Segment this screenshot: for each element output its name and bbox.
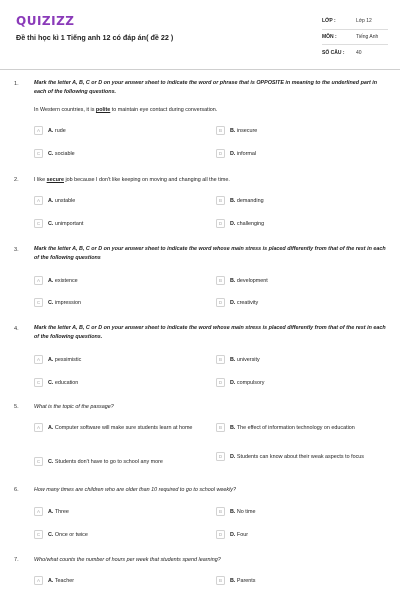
meta-key: MÔN : (322, 33, 337, 40)
option-value: compulsory (236, 379, 265, 386)
option-value: informal (236, 150, 257, 157)
option-letter-box: C (34, 149, 43, 158)
meta-value: Tiếng Anh (356, 33, 379, 40)
option-b[interactable] (216, 126, 388, 135)
option-value: pessimistic (54, 356, 82, 363)
question-number: 7. (14, 557, 19, 563)
option-a[interactable] (34, 126, 204, 135)
option-value: unimportant (54, 220, 84, 227)
question-number: 6. (14, 487, 19, 493)
option-letter-box: A (34, 423, 43, 432)
option-label: A. (48, 277, 54, 284)
question-prompt: Mark the letter A, B, C or D on your answer sheet to indicate the word whose main stress is placed differently from that of the rest in each of the following questions (34, 246, 386, 261)
option-label: D. (230, 531, 236, 538)
option-text (48, 378, 78, 387)
option-letter-box: C (34, 298, 43, 307)
option-b[interactable] (216, 423, 388, 432)
option-letter-box: B (216, 576, 225, 585)
option-text (48, 126, 66, 135)
option-letter-box: B (216, 196, 225, 205)
question-prompt: How many times are children who are older than 10 required to go to school weekly? (34, 487, 236, 493)
question-prompt (34, 177, 390, 183)
option-value: sociable (54, 150, 75, 157)
option-value: Computer software will make sure students learn at home (54, 424, 193, 431)
option-letter-box: B (216, 507, 225, 516)
question-number: 3. (14, 247, 19, 253)
option-text (48, 530, 88, 539)
option-letter-box: B (216, 126, 225, 135)
option-d[interactable] (216, 219, 388, 228)
option-d[interactable] (216, 298, 388, 307)
option-value: Teacher (54, 577, 74, 584)
option-letter-box: B (216, 355, 225, 364)
question-passage (34, 107, 390, 113)
option-a[interactable] (34, 196, 204, 205)
option-value: impression (54, 299, 81, 306)
option-label: A. (48, 197, 54, 204)
option-letter-box: D (216, 530, 225, 539)
option-label: D. (230, 299, 236, 306)
option-value: rude (54, 127, 66, 134)
option-text (48, 423, 198, 432)
question-number: 2. (14, 177, 19, 183)
option-value: Students can know about their weak aspects to focus (236, 453, 364, 460)
question-prompt: Mark the letter A, B, C or D on your answer sheet to indicate the word or phrase that is OPPOSITE in meaning to the underlined part in each of the following questions. (34, 80, 378, 95)
option-c[interactable] (34, 298, 204, 307)
option-value: challenging (236, 220, 265, 227)
option-letter-box: B (216, 276, 225, 285)
option-text (230, 423, 380, 432)
option-b[interactable] (216, 507, 388, 516)
option-letter-box: C (34, 378, 43, 387)
option-value: insecure (236, 127, 258, 134)
option-letter-box: A (34, 507, 43, 516)
option-text (230, 126, 257, 135)
meta-value: Lớp 12 (356, 18, 372, 25)
meta-row-class (322, 14, 388, 30)
option-text (230, 507, 255, 516)
option-label: B. (230, 277, 236, 284)
option-value: education (54, 379, 79, 386)
option-letter-box: B (216, 423, 225, 432)
prompt-text: I like (34, 177, 47, 183)
option-text (230, 276, 268, 285)
option-a[interactable] (34, 507, 204, 516)
question-number: 5. (14, 404, 19, 410)
option-label: A. (48, 127, 54, 134)
option-b[interactable] (216, 276, 388, 285)
option-letter-box: A (34, 196, 43, 205)
option-label: B. (230, 577, 236, 584)
prompt-text: job because I don't like keeping on moving and changing all the time. (63, 177, 230, 183)
quizizz-logo: QUIZIZZ (16, 14, 75, 28)
underlined-word: polite (95, 107, 111, 113)
option-text (48, 196, 75, 205)
option-label: D. (230, 220, 236, 227)
option-text (230, 530, 248, 539)
option-label: A. (48, 577, 54, 584)
option-d[interactable] (216, 452, 388, 461)
option-text (230, 576, 255, 585)
option-text (48, 149, 75, 158)
option-label: C. (48, 299, 54, 306)
option-label: B. (230, 424, 236, 431)
option-label: B. (230, 356, 236, 363)
option-text (230, 452, 386, 461)
question-prompt: What is the topic of the passage? (34, 404, 114, 410)
meta-key: SỐ CÂU : (322, 49, 345, 56)
option-c[interactable] (34, 219, 204, 228)
option-value: university (236, 356, 260, 363)
option-c[interactable] (34, 149, 204, 158)
option-b[interactable] (216, 576, 388, 585)
option-text (230, 196, 264, 205)
option-c[interactable] (34, 378, 204, 387)
option-label: B. (230, 127, 236, 134)
question-number: 1. (14, 81, 19, 87)
option-label: B. (230, 508, 236, 515)
option-a[interactable] (34, 355, 204, 364)
option-text (230, 355, 260, 364)
option-text (48, 355, 81, 364)
page-title: Đề thi học kì 1 Tiếng anh 12 có đáp án( đề 22 ) (16, 33, 174, 42)
option-value: demanding (236, 197, 264, 204)
option-letter-box: A (34, 576, 43, 585)
option-text (48, 576, 74, 585)
option-b[interactable] (216, 355, 388, 364)
option-letter-box: C (34, 219, 43, 228)
option-value: No time (236, 508, 256, 515)
option-text (230, 378, 264, 387)
meta-row-subject (322, 30, 388, 46)
passage-text: In Western countries, it is (34, 107, 96, 113)
option-letter-box: A (34, 126, 43, 135)
option-value: The effect of information technology on education (236, 424, 355, 431)
option-d[interactable] (216, 378, 388, 387)
option-c[interactable] (34, 530, 204, 539)
option-letter-box: D (216, 452, 225, 461)
option-letter-box: C (34, 457, 43, 466)
option-value: Once or twice (54, 531, 88, 538)
meta-value: 40 (356, 49, 362, 56)
option-text (230, 298, 258, 307)
worksheet-meta (322, 14, 388, 61)
option-text (230, 149, 256, 158)
option-text (48, 276, 78, 285)
question-number: 4. (14, 326, 19, 332)
option-label: A. (48, 508, 54, 515)
option-letter-box: D (216, 219, 225, 228)
option-value: Students don't have to go to school any more (54, 458, 163, 465)
header-divider (0, 69, 400, 70)
option-value: Three (54, 508, 69, 515)
option-a[interactable] (34, 576, 204, 585)
option-text (230, 219, 264, 228)
option-letter-box: D (216, 298, 225, 307)
option-value: creativity (236, 299, 259, 306)
option-value: development (236, 277, 268, 284)
option-label: B. (230, 197, 236, 204)
option-a[interactable] (34, 423, 204, 432)
option-text (48, 219, 83, 228)
option-text (48, 507, 69, 516)
option-letter-box: A (34, 355, 43, 364)
option-d[interactable] (216, 530, 388, 539)
option-letter-box: D (216, 149, 225, 158)
option-text (48, 298, 81, 307)
meta-key: LỚP : (322, 18, 336, 25)
option-d[interactable] (216, 149, 388, 158)
option-value: unstable (54, 197, 76, 204)
question-prompt: Who/what counts the number of hours per week that students spend learning? (34, 557, 221, 563)
worksheet-header (0, 0, 400, 68)
option-label: C. (48, 379, 54, 386)
question-prompt: Mark the letter A, B, C or D on your answer sheet to indicate the word whose main stress is placed differently from that of the rest in each of the following questions. (34, 325, 386, 340)
option-b[interactable] (216, 196, 388, 205)
option-label: D. (230, 379, 236, 386)
option-label: C. (48, 531, 54, 538)
underlined-word: secure (46, 177, 64, 183)
option-value: Parents (236, 577, 256, 584)
option-label: A. (48, 356, 54, 363)
option-label: D. (230, 150, 236, 157)
option-letter-box: A (34, 276, 43, 285)
option-value: existence (54, 277, 78, 284)
option-label: C. (48, 458, 54, 465)
option-label: A. (48, 424, 54, 431)
option-letter-box: D (216, 378, 225, 387)
option-value: Four (236, 531, 248, 538)
option-label: C. (48, 220, 54, 227)
passage-text: to maintain eye contact during conversation. (110, 107, 218, 113)
option-letter-box: C (34, 530, 43, 539)
meta-row-count (322, 45, 388, 61)
option-c[interactable] (34, 457, 204, 466)
option-label: D. (230, 453, 236, 460)
option-text (48, 457, 204, 466)
option-a[interactable] (34, 276, 204, 285)
option-label: C. (48, 150, 54, 157)
